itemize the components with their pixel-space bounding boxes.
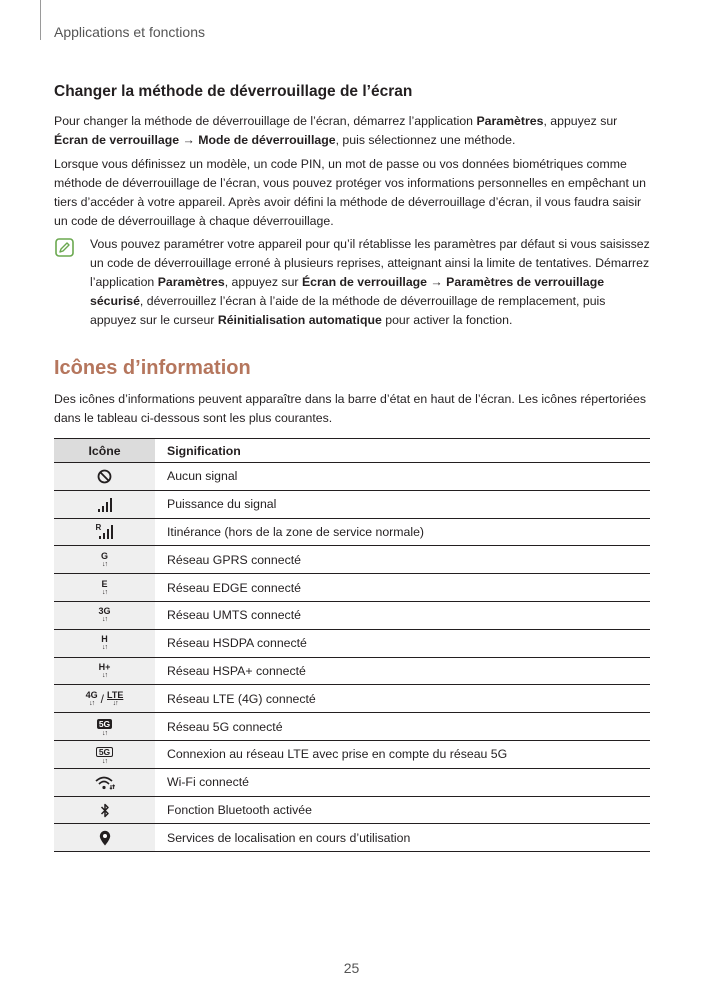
table-row [54, 685, 650, 713]
section-heading-unlock: Changer la méthode de déverrouillage de l’écran [54, 83, 413, 100]
table-cell-meaning: Réseau LTE (4G) connecté [155, 685, 650, 713]
page-number: 25 [343, 960, 360, 976]
lte-text-icon: LTE ↓↑ [107, 689, 124, 707]
table-cell-meaning: Puissance du signal [155, 490, 650, 518]
signal-strength-icon [97, 498, 113, 512]
section-heading-icons: Icônes d’information [54, 357, 251, 379]
table-cell-meaning: Wi-Fi connecté [155, 768, 650, 796]
wifi-icon [95, 776, 115, 790]
table-cell-meaning: Réseau HSDPA connecté [155, 629, 650, 657]
margin-rule [40, 0, 41, 40]
table-row [54, 490, 650, 518]
table-row [54, 657, 650, 685]
table-cell-meaning: Réseau HSPA+ connecté [155, 657, 650, 685]
table-cell-meaning: Aucun signal [155, 463, 650, 491]
bluetooth-icon [100, 803, 110, 818]
table-row [54, 546, 650, 574]
gprs-icon: G ↓↑ [100, 550, 108, 568]
note-pencil-icon [55, 238, 74, 257]
edge-icon: E ↓↑ [101, 578, 108, 596]
table-row [54, 796, 650, 824]
hspa-plus-icon: H+ ↓↑ [98, 661, 111, 679]
note-auto-reset: Vous pouvez paramétrer votre appareil pour qu’il rétablisse les paramètres par défaut si vous saisissez un code de déverrouillage erroné à plusieurs reprises, atteignant ainsi la limite de tentatives. Démarrez l’application Paramètres, appuyez sur Écran de verrouillage → Paramètres de verrouillage sécurisé, déverrouillez l’écran à l’aide de la méthode de déverrouillage de remplacement, puis appuyez sur le curseur Réinitialisation automatique pour activer la fonction. [90, 237, 650, 327]
table-row [54, 574, 650, 602]
table-row [54, 768, 650, 796]
4g-icon: 4G ↓↑ [85, 689, 98, 707]
table-cell-meaning: Réseau EDGE connecté [155, 574, 650, 602]
table-row [54, 740, 650, 768]
no-signal-icon [97, 469, 112, 484]
table-cell-meaning: Fonction Bluetooth activée [155, 796, 650, 824]
umts-icon: 3G ↓↑ [98, 606, 111, 624]
table-row [54, 824, 650, 852]
column-header-meaning: Signification [155, 439, 650, 463]
table-row [54, 518, 650, 546]
table-cell-meaning: Réseau 5G connecté [155, 713, 650, 741]
table-row [54, 629, 650, 657]
column-header-icon: Icône [54, 439, 155, 463]
roaming-icon-letter: R [95, 523, 102, 533]
hsdpa-icon: H ↓↑ [101, 634, 108, 652]
location-icon [99, 830, 111, 846]
paragraph-unlock-protection: Lorsque vous définissez un modèle, un code PIN, un mot de passe ou vos données biométriques comme méthode de déverrouillage de l’écran, vous pouvez protéger vos informations personnelles en empêchant un tiers d’accéder à votre appareil. Après avoir défini la méthode de déverrouillage d’écran, il vous faudra saisir un code de déverrouillage à chaque déverrouillage. [54, 157, 646, 228]
table-row [54, 713, 650, 741]
table-cell-meaning: Itinérance (hors de la zone de service normale) [155, 518, 650, 546]
table-cell-meaning: Réseau UMTS connecté [155, 601, 650, 629]
table-header-row [54, 439, 650, 463]
table-row [54, 463, 650, 491]
table-row [54, 601, 650, 629]
table-cell-meaning: Connexion au réseau LTE avec prise en compte du réseau 5G [155, 740, 650, 768]
paragraph-unlock-method: Pour changer la méthode de déverrouillage de l’écran, démarrez l’application Paramètres, appuyez sur Écran de verrouillage → Mode de déverrouillage, puis sélectionnez une méthode. [54, 114, 618, 147]
table-cell-meaning: Services de localisation en cours d’utilisation [155, 824, 650, 852]
running-header: Applications et fonctions [54, 24, 205, 40]
5g-outline-icon: 5G ↓↑ [96, 744, 113, 765]
lte-icon: 4G ↓↑ / LTE ↓↑ [85, 689, 124, 707]
roaming-icon [96, 525, 114, 539]
5g-icon: 5G ↓↑ [98, 719, 111, 738]
paragraph-icons-intro: Des icônes d’informations peuvent apparaître dans la barre d’état en haut de l’écran. Les icônes répertoriées dans le tableau ci-dessous sont les plus courantes. [54, 392, 646, 425]
table-cell-meaning: Réseau GPRS connecté [155, 546, 650, 574]
status-icons-table [54, 438, 650, 852]
